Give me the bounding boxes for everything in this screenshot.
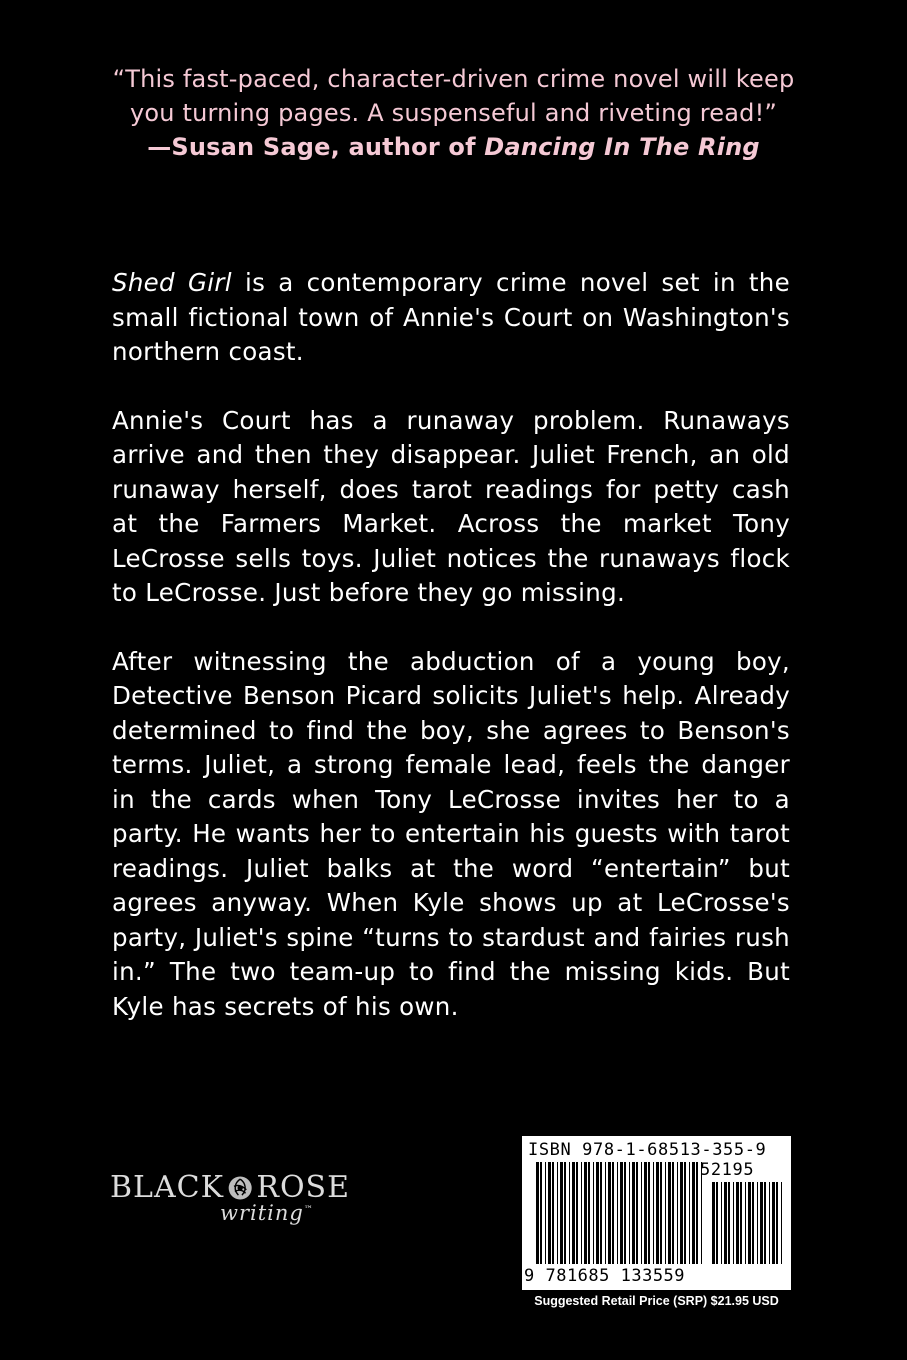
attribution-book-title: Dancing In The Ring — [484, 133, 760, 161]
isbn-barcode — [522, 1136, 791, 1290]
barcode-bars — [536, 1162, 706, 1264]
book-blurb — [112, 266, 790, 1058]
publisher-word-black: BLACK — [110, 1170, 224, 1205]
ean-digits: 9 781685 133559 — [524, 1266, 686, 1286]
publisher-name — [110, 1170, 350, 1205]
quote-line-2: you turning pages. A suspenseful and riveting read!” — [129, 99, 778, 127]
addon-barcode-bars — [712, 1182, 784, 1264]
quote-attribution — [40, 130, 867, 164]
book-title: Shed Girl — [112, 268, 232, 297]
quote-line-1: “This fast-paced, character-driven crime novel will keep — [112, 65, 795, 93]
rose-icon — [226, 1172, 254, 1204]
attribution-prefix: —Susan Sage, author of — [147, 133, 485, 161]
suggested-retail-price: Suggested Retail Price (SRP) $21.95 USD — [534, 1294, 779, 1308]
blurb-paragraph-1 — [112, 266, 790, 370]
blurb-paragraph-1-text: is a contemporary crime novel set in the small fictional town of Annie's Court on Washington's northern coast. — [112, 268, 790, 366]
trademark-symbol: ™ — [303, 1205, 314, 1215]
blurb-paragraph-2: Annie's Court has a runaway problem. Runaways arrive and then they disappear. Juliet French, an old runaway herself, does tarot readings for petty cash at the Farmers Market. Across the market Tony LeCrosse sells toys. Juliet notices the runaways flock to LeCrosse. Just before they go missing. — [112, 405, 790, 607]
publisher-word-rose: ROSE — [256, 1170, 350, 1205]
publisher-word-writing: writing — [220, 1201, 304, 1225]
blurb-paragraph-3: After witnessing the abduction of a young boy, Detective Benson Picard solicits Juliet's help. Already determined to find the boy, she agrees to Benson's terms. Juliet, a strong female lead, feels the danger in the cards when Tony LeCrosse invites her to a party. He wants her to entertain his guests with tarot readings. Juliet balks at the word “entertain” but agrees anyway. When Kyle shows up at LeCrosse's party, Juliet's spine “turns to stardust and fairies rush in.” The two team-up to find the missing kids. But Kyle has secrets of his own. — [112, 646, 790, 1021]
price-addon-code: 52195 — [700, 1160, 755, 1180]
publisher-logo — [110, 1170, 350, 1225]
isbn-label: ISBN 978-1-68513-355-9 — [528, 1140, 767, 1160]
endorsement-quote — [40, 62, 867, 164]
